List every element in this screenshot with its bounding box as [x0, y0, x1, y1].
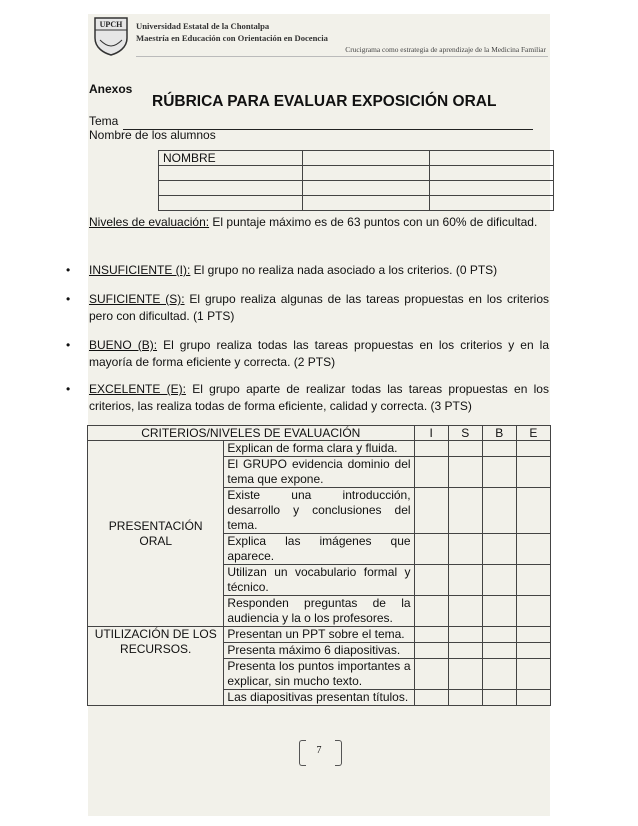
score-cell-b[interactable] — [482, 659, 516, 690]
score-cell-i[interactable] — [414, 488, 448, 534]
names-row — [159, 196, 554, 211]
criterion-text: Explican de forma clara y fluida. — [224, 441, 414, 457]
score-cell-i[interactable] — [414, 565, 448, 596]
score-cell-s[interactable] — [448, 457, 482, 488]
bullet-icon: • — [66, 263, 71, 277]
criterion-text: El GRUPO evidencia dominio del tema que expone. — [224, 457, 414, 488]
category-recursos: UTILIZACIÓN DE LOS RECURSOS. — [88, 627, 224, 706]
score-cell-e[interactable] — [516, 659, 550, 690]
score-cell-s[interactable] — [448, 690, 482, 706]
bullet-icon: • — [66, 292, 71, 306]
level-text: El grupo aparte de realizar todas las tareas propuestas en los criterios, las realiza todas de forma eficiente, calidad y correcta. (3 PTS) — [89, 382, 549, 413]
niveles-text: El puntaje máximo es de 63 puntos con un 60% de dificultad. — [209, 215, 538, 229]
score-cell-e[interactable] — [516, 441, 550, 457]
criterion-text: Las diapositivas presentan títulos. — [224, 690, 414, 706]
level-excelente — [89, 381, 549, 415]
rubric-row — [88, 627, 551, 643]
score-cell-i[interactable] — [414, 643, 448, 659]
criterion-text: Explica las imágenes que aparece. — [224, 534, 414, 565]
program-name: Maestría en Educación con Orientación en Docencia — [136, 33, 328, 43]
names-header: NOMBRE — [159, 151, 303, 166]
names-row — [159, 166, 554, 181]
names-cell[interactable] — [430, 166, 554, 181]
names-cell[interactable] — [159, 166, 303, 181]
criterion-text: Presentan un PPT sobre el tema. — [224, 627, 414, 643]
level-text: El grupo realiza algunas de las tareas propuestas en los criterios pero con dificultad. (1 PTS) — [89, 292, 549, 323]
page-number-bracket-right — [335, 740, 342, 766]
score-cell-b[interactable] — [482, 690, 516, 706]
level-suficiente — [89, 291, 549, 325]
criterion-text: Presenta los puntos importantes a explicar, sin mucho texto. — [224, 659, 414, 690]
level-label: EXCELENTE (E): — [89, 382, 186, 396]
section-label: Anexos — [89, 82, 133, 96]
criterion-text: Utilizan un vocabulario formal y técnico. — [224, 565, 414, 596]
score-cell-e[interactable] — [516, 565, 550, 596]
score-cell-b[interactable] — [482, 441, 516, 457]
score-cell-b[interactable] — [482, 596, 516, 627]
level-insuficiente — [89, 262, 549, 279]
names-row — [159, 151, 554, 166]
names-cell[interactable] — [303, 166, 430, 181]
score-cell-e[interactable] — [516, 457, 550, 488]
niveles-paragraph — [89, 214, 549, 231]
score-cell-e[interactable] — [516, 488, 550, 534]
score-cell-i[interactable] — [414, 457, 448, 488]
university-logo — [92, 16, 130, 56]
criterion-text: Responden preguntas de la audiencia y la o los profesores. — [224, 596, 414, 627]
score-cell-i[interactable] — [414, 596, 448, 627]
niveles-label: Niveles de evaluación: — [89, 215, 210, 229]
names-row — [159, 181, 554, 196]
svg-text:UPCH: UPCH — [99, 20, 123, 29]
score-cell-s[interactable] — [448, 596, 482, 627]
level-label: INSUFICIENTE (I): — [89, 263, 191, 277]
names-cell[interactable] — [303, 181, 430, 196]
names-cell[interactable] — [430, 181, 554, 196]
tema-label: Tema — [89, 114, 119, 128]
names-cell[interactable] — [430, 196, 554, 211]
university-name: Universidad Estatal de la Chontalpa — [136, 21, 270, 31]
score-cell-b[interactable] — [482, 643, 516, 659]
score-cell-s[interactable] — [448, 659, 482, 690]
score-cell-s[interactable] — [448, 441, 482, 457]
rubric-header-b: B — [482, 426, 516, 441]
score-cell-i[interactable] — [414, 441, 448, 457]
score-cell-i[interactable] — [414, 534, 448, 565]
score-cell-i[interactable] — [414, 690, 448, 706]
bullet-icon: • — [66, 338, 71, 352]
header-divider — [136, 56, 548, 57]
score-cell-b[interactable] — [482, 534, 516, 565]
level-label: SUFICIENTE (S): — [89, 292, 185, 306]
names-cell[interactable] — [159, 196, 303, 211]
score-cell-e[interactable] — [516, 534, 550, 565]
names-cell[interactable] — [303, 151, 430, 166]
criterion-text: Existe una introducción, desarrollo y conclusiones del tema. — [224, 488, 414, 534]
level-label: BUENO (B): — [89, 338, 158, 352]
score-cell-b[interactable] — [482, 457, 516, 488]
score-cell-e[interactable] — [516, 596, 550, 627]
rubric-row — [88, 441, 551, 457]
category-presentacion: PRESENTACIÓN ORAL — [88, 441, 224, 627]
score-cell-s[interactable] — [448, 643, 482, 659]
score-cell-e[interactable] — [516, 643, 550, 659]
rubric-header-s: S — [448, 426, 482, 441]
level-text: El grupo realiza todas las tareas propuestas en los criterios y en la mayoría de forma eficiente y correcta. (2 PTS) — [89, 338, 549, 369]
alumnos-label: Nombre de los alumnos — [89, 128, 216, 142]
page-number: 7 — [316, 745, 322, 756]
document-subtitle: Crucigrama como estrategia de aprendizaje de la Medicina Familiar — [345, 45, 546, 54]
score-cell-s[interactable] — [448, 488, 482, 534]
rubric-header-criterios: CRITERIOS/NIVELES DE EVALUACIÓN — [88, 426, 415, 441]
page-title: RÚBRICA PARA EVALUAR EXPOSICIÓN ORAL — [152, 93, 497, 110]
rubric-header-row — [88, 426, 551, 441]
names-cell[interactable] — [430, 151, 554, 166]
bullet-icon: • — [66, 382, 71, 396]
names-cell[interactable] — [159, 181, 303, 196]
names-cell[interactable] — [303, 196, 430, 211]
score-cell-s[interactable] — [448, 565, 482, 596]
score-cell-s[interactable] — [448, 627, 482, 643]
level-bueno — [89, 337, 549, 371]
score-cell-b[interactable] — [482, 627, 516, 643]
score-cell-i[interactable] — [414, 659, 448, 690]
rubric-header-e: E — [516, 426, 550, 441]
rubric-header-i: I — [414, 426, 448, 441]
score-cell-s[interactable] — [448, 534, 482, 565]
score-cell-b[interactable] — [482, 565, 516, 596]
rubric-table — [87, 425, 551, 706]
score-cell-b[interactable] — [482, 488, 516, 534]
level-text: El grupo no realiza nada asociado a los criterios. (0 PTS) — [190, 263, 498, 277]
score-cell-i[interactable] — [414, 627, 448, 643]
names-table — [158, 150, 554, 211]
score-cell-e[interactable] — [516, 627, 550, 643]
score-cell-e[interactable] — [516, 690, 550, 706]
criterion-text: Presenta máximo 6 diapositivas. — [224, 643, 414, 659]
